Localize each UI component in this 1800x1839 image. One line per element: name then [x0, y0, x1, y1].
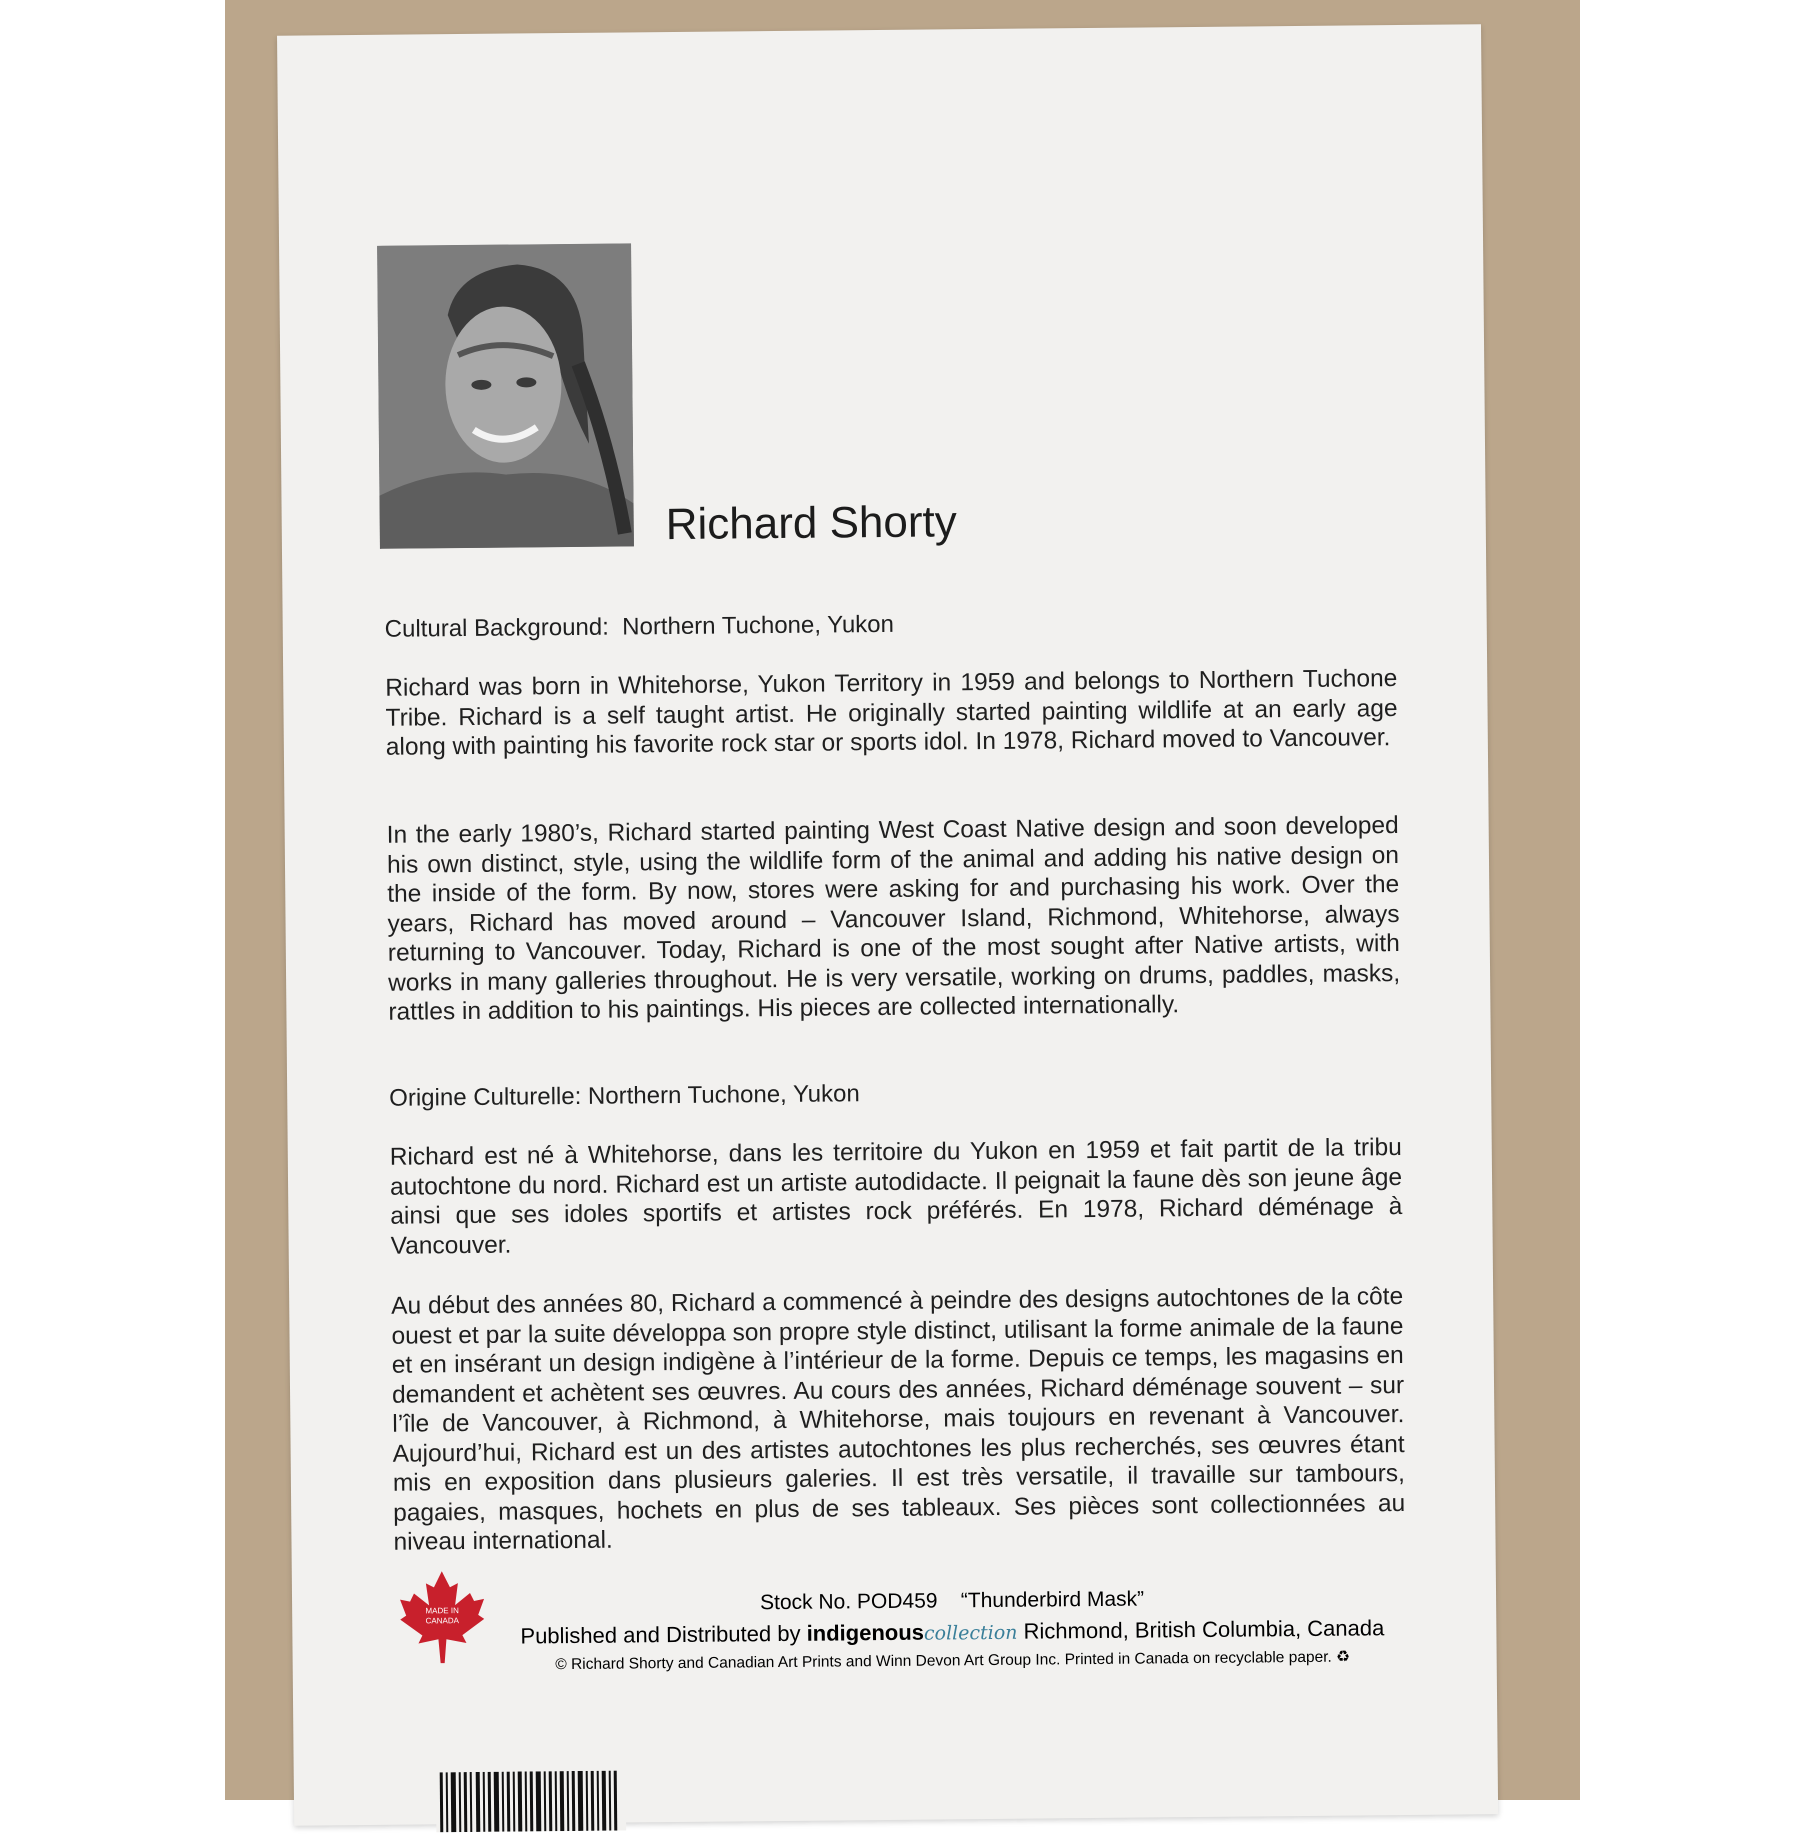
- cultural-background-label: Cultural Background:: [384, 613, 609, 643]
- stock-line: [492, 1585, 1412, 1618]
- artist-portrait: [377, 243, 634, 548]
- print-title: “Thunderbird Mask”: [960, 1587, 1145, 1613]
- maple-leaf-icon: [400, 1569, 485, 1664]
- publisher-line: [492, 1615, 1412, 1650]
- published-prefix: Published and Distributed by: [520, 1620, 801, 1649]
- english-paragraph-1: Richard was born in Whitehorse, Yukon Territory in 1959 and belongs to Northern Tuchone Tribe. Richard is a self taught artist. He originally started painting wildlife at an early age along with painting his favorite rock star or sports idol. In 1978, Richard moved to Vancouver.: [385, 665, 1398, 761]
- stock-number: Stock No. POD459: [759, 1589, 938, 1615]
- cultural-background-line: [385, 606, 1397, 644]
- origine-culturelle-line: [389, 1075, 1401, 1113]
- origine-culturelle-label: Origine Culturelle:: [389, 1082, 582, 1112]
- cultural-background-value: Northern Tuchone, Yukon: [622, 610, 895, 641]
- french-paragraph-1: Richard est né à Whitehorse, dans les territoire du Yukon en 1959 et fait partit de la tribu autochtone du nord. Richard est un artiste autodidacte. Il peignait la faune dès son jeune âge ainsi que ses idoles sportifs et artistes rock préférés. En 1978, Richard déménage à Vancouver.: [389, 1134, 1403, 1260]
- origine-culturelle-value: Northern Tuchone, Yukon: [587, 1080, 860, 1110]
- copyright-text: © Richard Shorty and Canadian Art Prints and Winn Devon Art Group Inc. Printed in Canada on recyclable paper.: [555, 1648, 1332, 1674]
- recycle-icon: ♻: [1336, 1648, 1351, 1666]
- publisher-logo-word: indigenous: [806, 1619, 925, 1646]
- svg-text:CANADA: CANADA: [425, 1616, 459, 1626]
- copyright-line: [493, 1647, 1413, 1675]
- publisher-logo-script: collection: [923, 1621, 1018, 1645]
- info-sheet: [277, 24, 1498, 1825]
- svg-text:MADE IN: MADE IN: [425, 1606, 459, 1616]
- artist-name: Richard Shorty: [665, 497, 957, 550]
- french-paragraph-2: Au début des années 80, Richard a commencé à peindre des designs autochtones de la côte ouest et par la suite développa son propre style distinct, utilisant la forme animale de la faune et en insérant un design indigène à l’intérieur de la forme. Depuis ce temps, les magasins en demandent et achètent ses œuvres. Au cours des années, Richard déménage souvent – sur l’île de Vancouver, à Richmond, à Whitehorse, mais toujours en revenant à Vancouver. Aujourd’hui, Richard est un des artistes autochtones les plus recherchés, ses œuvres étant mis en exposition dans plusieurs galeries. Il est très versatile, il travaille sur tambours, pagaies, masques, hochets en plus de ses tableaux. Ses pièces sont collectionnées au niveau international.: [391, 1283, 1406, 1556]
- barcode: [436, 1771, 627, 1833]
- english-paragraph-2: In the early 1980’s, Richard started painting West Coast Native design and soon developed his own distinct, style, using the wildlife form of the animal and adding his native design on the inside of the form. By now, stores were asking for and purchasing his work. Over the years, Richard has moved around – Vancouver Island, Richmond, Whitehorse, always returning to Vancouver. Today, Richard is one of the most sought after Native artists, with works in many galleries throughout. He is very versatile, working on drums, paddles, masks, rattles in addition to his paintings. His pieces are collected internationally.: [386, 812, 1401, 1026]
- publisher-location: Richmond, British Columbia, Canada: [1023, 1615, 1385, 1644]
